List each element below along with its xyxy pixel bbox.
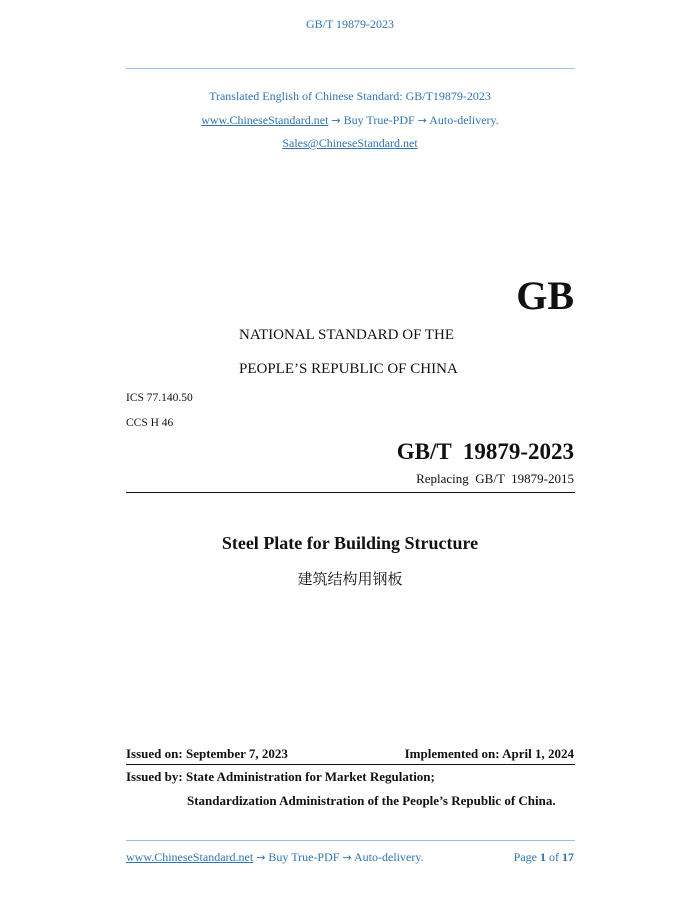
arrow-right-icon: →	[342, 851, 352, 864]
footer-website-link[interactable]: www.ChineseStandard.net	[126, 850, 254, 864]
ccs-code: CCS H 46	[126, 417, 174, 429]
buy-true-pdf-text: Buy True-PDF	[343, 113, 415, 127]
national-standard-line1: NATIONAL STANDARD OF THE	[239, 327, 455, 343]
title-chinese: 建筑结构用钢板	[297, 570, 403, 588]
footer-purchase-line	[126, 850, 424, 865]
standard-number: GB/T 19879-2023	[396, 439, 574, 464]
issued-date: Issued on: September 7, 2023	[126, 746, 288, 761]
arrow-right-icon: →	[256, 851, 266, 864]
auto-delivery-text: Auto-delivery.	[429, 113, 499, 127]
arrow-right-icon: →	[417, 114, 427, 127]
page-label: Page	[513, 850, 537, 864]
replacing-standard: Replacing GB/T 19879-2015	[416, 471, 574, 486]
purchase-line	[0, 113, 700, 128]
title-english: Steel Plate for Building Structure	[221, 533, 479, 553]
footer-auto-delivery-text: Auto-delivery.	[354, 850, 424, 864]
implemented-date: Implemented on: April 1, 2024	[404, 746, 574, 761]
page-number: 1	[540, 850, 546, 864]
sales-email-link[interactable]: Sales@ChineseStandard.net	[282, 136, 418, 150]
issuer-line1: Issued by: State Administration for Market Regulation;	[126, 769, 435, 784]
ics-code: ICS 77.140.50	[126, 392, 193, 404]
page-total: 17	[562, 850, 574, 864]
gb-logo: GB	[516, 273, 574, 318]
footer-buy-true-pdf-text: Buy True-PDF	[268, 850, 340, 864]
header-standard-code: GB/T 19879-2023	[305, 17, 395, 31]
arrow-right-icon: →	[331, 114, 341, 127]
national-standard-line2: PEOPLE’S REPUBLIC OF CHINA	[239, 361, 458, 377]
dates-divider	[126, 764, 575, 765]
of-label: of	[549, 850, 559, 864]
header-divider	[126, 68, 575, 69]
website-link[interactable]: www.ChineseStandard.net	[201, 113, 329, 127]
issuer-line2: Standardization Administration of the People’s Republic of China.	[187, 793, 556, 808]
footer-divider	[126, 840, 575, 841]
page-indicator	[514, 850, 574, 865]
standard-divider	[126, 492, 575, 493]
translation-notice: Translated English of Chinese Standard: GB/T19879-2023	[209, 89, 491, 103]
